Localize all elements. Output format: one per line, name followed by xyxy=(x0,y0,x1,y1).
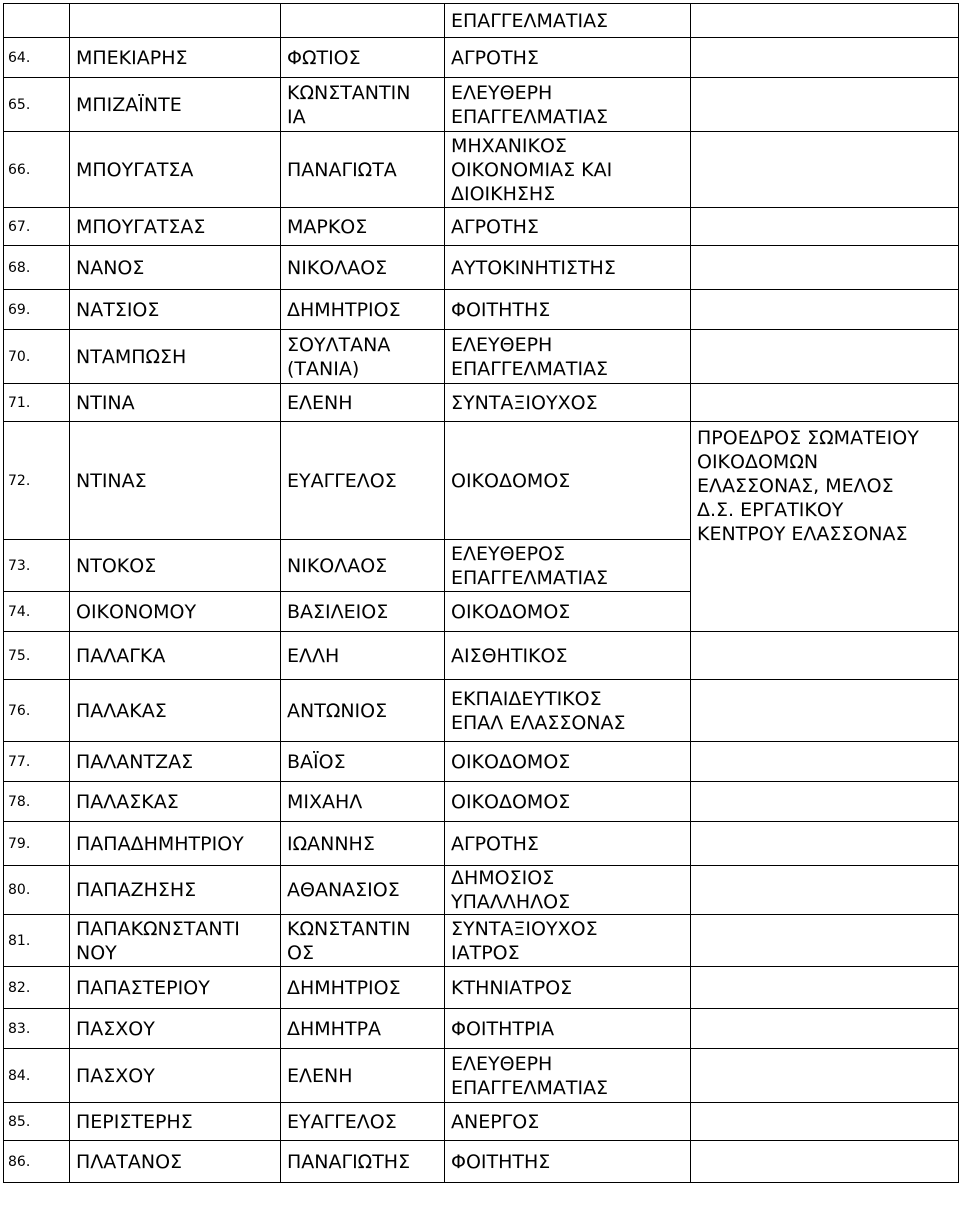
notes-cell: ΠΡΟΕΔΡΟΣ ΣΩΜΑΤΕΙΟΥ ΟΙΚΟΔΟΜΩΝ ΕΛΑΣΣΟΝΑΣ, ΜΕΛΟΣ Δ.Σ. ΕΡΓΑΤΙΚΟΥ ΚΕΝΤΡΟΥ ΕΛΑΣΣΟΝΑΣ xyxy=(691,422,959,632)
row-number: 70. xyxy=(4,330,70,384)
occupation-cell: ΣΥΝΤΑΞΙΟΥΧΟΣ xyxy=(445,384,691,422)
firstname-cell: ΔΗΜΗΤΡΑ xyxy=(281,1009,445,1049)
occupation-cell: ΟΙΚΟΔΟΜΟΣ xyxy=(445,742,691,782)
surname-cell: ΠΑΠΑΚΩΝΣΤΑΝΤΙ ΝΟΥ xyxy=(70,915,281,967)
firstname-cell: ΠΑΝΑΓΙΩΤΑ xyxy=(281,132,445,208)
row-number: 64. xyxy=(4,38,70,78)
notes-cell xyxy=(691,1049,959,1103)
firstname-cell: ΚΩΝΣΤΑΝΤΙΝ ΙΑ xyxy=(281,78,445,132)
surname-cell: ΠΕΡΙΣΤΕΡΗΣ xyxy=(70,1103,281,1141)
row-number: 77. xyxy=(4,742,70,782)
row-number: 76. xyxy=(4,680,70,742)
table-row xyxy=(4,4,959,38)
occupation-cell: ΑΥΤΟΚΙΝΗΤΙΣΤΗΣ xyxy=(445,246,691,290)
firstname-cell: ΕΛΕΝΗ xyxy=(281,384,445,422)
row-number: 66. xyxy=(4,132,70,208)
firstname-cell: ΙΩΑΝΝΗΣ xyxy=(281,822,445,866)
firstname-cell: ΕΛΕΝΗ xyxy=(281,1049,445,1103)
row-number: 82. xyxy=(4,967,70,1009)
notes-cell xyxy=(691,1009,959,1049)
table-row xyxy=(4,384,959,422)
table-row xyxy=(4,742,959,782)
occupation-cell: ΕΛΕΥΘΕΡΗ ΕΠΑΓΓΕΛΜΑΤΙΑΣ xyxy=(445,330,691,384)
occupation-cell: ΕΚΠΑΙΔΕΥΤΙΚΟΣ ΕΠΑΛ ΕΛΑΣΣΟΝΑΣ xyxy=(445,680,691,742)
table-row xyxy=(4,246,959,290)
table-row xyxy=(4,632,959,680)
notes-cell xyxy=(691,915,959,967)
firstname-cell: ΒΑΪΟΣ xyxy=(281,742,445,782)
surname-cell: ΠΑΠΑΔΗΜΗΤΡΙΟΥ xyxy=(70,822,281,866)
notes-cell xyxy=(691,822,959,866)
surname-cell: ΝΤΟΚΟΣ xyxy=(70,540,281,592)
notes-cell xyxy=(691,246,959,290)
notes-cell xyxy=(691,866,959,915)
occupation-cell: ΦΟΙΤΗΤΡΙΑ xyxy=(445,1009,691,1049)
table-row xyxy=(4,1009,959,1049)
occupation-cell: ΟΙΚΟΔΟΜΟΣ xyxy=(445,422,691,540)
firstname-cell: ΝΙΚΟΛΑΟΣ xyxy=(281,540,445,592)
table-row xyxy=(4,1141,959,1183)
row-number: 65. xyxy=(4,78,70,132)
notes-cell xyxy=(691,742,959,782)
firstname-cell: ΠΑΝΑΓΙΩΤΗΣ xyxy=(281,1141,445,1183)
surname-cell xyxy=(70,4,281,38)
surname-cell: ΝΤΑΜΠΩΣΗ xyxy=(70,330,281,384)
firstname-cell: ΜΙΧΑΗΛ xyxy=(281,782,445,822)
surname-cell: ΝΤΙΝΑΣ xyxy=(70,422,281,540)
surname-cell: ΜΠΟΥΓΑΤΣΑΣ xyxy=(70,208,281,246)
surname-cell: ΠΑΛΑΚΑΣ xyxy=(70,680,281,742)
table-row xyxy=(4,866,959,915)
row-number: 83. xyxy=(4,1009,70,1049)
firstname-cell: ΕΥΑΓΓΕΛΟΣ xyxy=(281,422,445,540)
notes-cell xyxy=(691,384,959,422)
occupation-cell: ΚΤΗΝΙΑΤΡΟΣ xyxy=(445,967,691,1009)
surname-cell: ΝΤΙΝΑ xyxy=(70,384,281,422)
occupation-cell: ΕΛΕΥΘΕΡΗ ΕΠΑΓΓΕΛΜΑΤΙΑΣ xyxy=(445,78,691,132)
occupation-cell: ΑΓΡΟΤΗΣ xyxy=(445,822,691,866)
firstname-cell: ΦΩΤΙΟΣ xyxy=(281,38,445,78)
notes-cell xyxy=(691,330,959,384)
table-row xyxy=(4,132,959,208)
surname-cell: ΜΠΙΖΑΪΝΤΕ xyxy=(70,78,281,132)
occupation-cell: ΑΝΕΡΓΟΣ xyxy=(445,1103,691,1141)
row-number: 72. xyxy=(4,422,70,540)
notes-cell xyxy=(691,132,959,208)
table-row xyxy=(4,915,959,967)
row-number xyxy=(4,4,70,38)
table-row xyxy=(4,290,959,330)
occupation-cell: ΔΗΜΟΣΙΟΣ ΥΠΑΛΛΗΛΟΣ xyxy=(445,866,691,915)
firstname-cell: ΕΥΑΓΓΕΛΟΣ xyxy=(281,1103,445,1141)
occupation-cell: ΕΛΕΥΘΕΡΗ ΕΠΑΓΓΕΛΜΑΤΙΑΣ xyxy=(445,1049,691,1103)
row-number: 81. xyxy=(4,915,70,967)
surname-cell: ΜΠΟΥΓΑΤΣΑ xyxy=(70,132,281,208)
candidate-table xyxy=(3,3,959,1183)
row-number: 73. xyxy=(4,540,70,592)
row-number: 85. xyxy=(4,1103,70,1141)
occupation-cell: ΟΙΚΟΔΟΜΟΣ xyxy=(445,782,691,822)
firstname-cell: ΣΟΥΛΤΑΝΑ (ΤΑΝΙΑ) xyxy=(281,330,445,384)
table-row xyxy=(4,422,959,540)
notes-cell xyxy=(691,208,959,246)
surname-cell: ΠΑΠΑΖΗΣΗΣ xyxy=(70,866,281,915)
occupation-cell: ΑΙΣΘΗΤΙΚΟΣ xyxy=(445,632,691,680)
notes-cell xyxy=(691,680,959,742)
notes-cell xyxy=(691,967,959,1009)
row-number: 71. xyxy=(4,384,70,422)
occupation-cell: ΦΟΙΤΗΤΗΣ xyxy=(445,1141,691,1183)
table-row xyxy=(4,78,959,132)
surname-cell: ΟΙΚΟΝΟΜΟΥ xyxy=(70,592,281,632)
row-number: 78. xyxy=(4,782,70,822)
row-number: 69. xyxy=(4,290,70,330)
row-number: 79. xyxy=(4,822,70,866)
occupation-cell: ΑΓΡΟΤΗΣ xyxy=(445,208,691,246)
firstname-cell: ΜΑΡΚΟΣ xyxy=(281,208,445,246)
occupation-cell: ΜΗΧΑΝΙΚΟΣ ΟΙΚΟΝΟΜΙΑΣ ΚΑΙ ΔΙΟΙΚΗΣΗΣ xyxy=(445,132,691,208)
occupation-cell: ΣΥΝΤΑΞΙΟΥΧΟΣ ΙΑΤΡΟΣ xyxy=(445,915,691,967)
occupation-cell: ΕΠΑΓΓΕΛΜΑΤΙΑΣ xyxy=(445,4,691,38)
table-row xyxy=(4,967,959,1009)
surname-cell: ΠΛΑΤΑΝΟΣ xyxy=(70,1141,281,1183)
table-row xyxy=(4,208,959,246)
occupation-cell: ΟΙΚΟΔΟΜΟΣ xyxy=(445,592,691,632)
firstname-cell: ΑΘΑΝΑΣΙΟΣ xyxy=(281,866,445,915)
row-number: 67. xyxy=(4,208,70,246)
surname-cell: ΠΑΠΑΣΤΕΡΙΟΥ xyxy=(70,967,281,1009)
surname-cell: ΝΑΝΟΣ xyxy=(70,246,281,290)
row-number: 80. xyxy=(4,866,70,915)
firstname-cell: ΔΗΜΗΤΡΙΟΣ xyxy=(281,967,445,1009)
table-row xyxy=(4,822,959,866)
surname-cell: ΠΑΛΑΝΤΖΑΣ xyxy=(70,742,281,782)
row-number: 68. xyxy=(4,246,70,290)
occupation-cell: ΕΛΕΥΘΕΡΟΣ ΕΠΑΓΓΕΛΜΑΤΙΑΣ xyxy=(445,540,691,592)
firstname-cell: ΑΝΤΩΝΙΟΣ xyxy=(281,680,445,742)
notes-cell xyxy=(691,782,959,822)
surname-cell: ΝΑΤΣΙΟΣ xyxy=(70,290,281,330)
occupation-cell: ΦΟΙΤΗΤΗΣ xyxy=(445,290,691,330)
firstname-cell: ΚΩΝΣΤΑΝΤΙΝ ΟΣ xyxy=(281,915,445,967)
row-number: 84. xyxy=(4,1049,70,1103)
notes-cell xyxy=(691,38,959,78)
table-row xyxy=(4,38,959,78)
table-row xyxy=(4,782,959,822)
notes-cell xyxy=(691,1141,959,1183)
table-row xyxy=(4,330,959,384)
surname-cell: ΠΑΣΧΟΥ xyxy=(70,1049,281,1103)
firstname-cell: ΝΙΚΟΛΑΟΣ xyxy=(281,246,445,290)
row-number: 74. xyxy=(4,592,70,632)
notes-cell xyxy=(691,1103,959,1141)
notes-cell xyxy=(691,632,959,680)
firstname-cell: ΔΗΜΗΤΡΙΟΣ xyxy=(281,290,445,330)
notes-cell xyxy=(691,290,959,330)
table-row xyxy=(4,1049,959,1103)
firstname-cell: ΒΑΣΙΛΕΙΟΣ xyxy=(281,592,445,632)
row-number: 86. xyxy=(4,1141,70,1183)
firstname-cell xyxy=(281,4,445,38)
row-number: 75. xyxy=(4,632,70,680)
table-row xyxy=(4,1103,959,1141)
table-row xyxy=(4,680,959,742)
surname-cell: ΠΑΣΧΟΥ xyxy=(70,1009,281,1049)
occupation-cell: ΑΓΡΟΤΗΣ xyxy=(445,38,691,78)
surname-cell: ΠΑΛΑΓΚΑ xyxy=(70,632,281,680)
notes-cell xyxy=(691,4,959,38)
surname-cell: ΠΑΛΑΣΚΑΣ xyxy=(70,782,281,822)
notes-cell xyxy=(691,78,959,132)
surname-cell: ΜΠΕΚΙΑΡΗΣ xyxy=(70,38,281,78)
firstname-cell: ΕΛΛΗ xyxy=(281,632,445,680)
